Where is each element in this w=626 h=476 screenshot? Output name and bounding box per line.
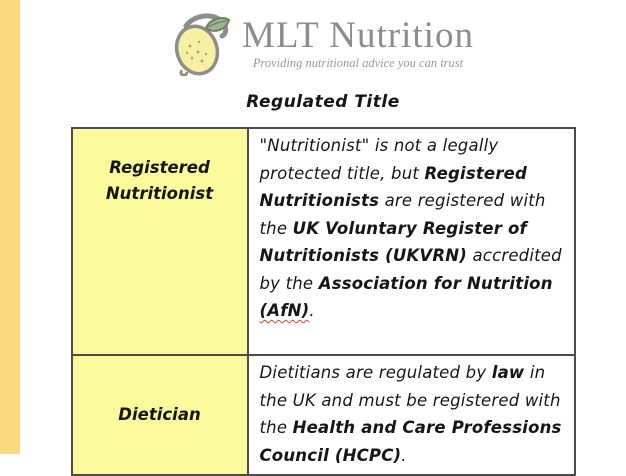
definition-text-segment: UK Voluntary Register of Nutritionists (UKVRN) (259, 218, 527, 265)
definition-text-segment: Dietitians are regulated by (259, 363, 492, 382)
definition-text-segment: Registered Nutritionists (259, 163, 528, 210)
table-row (72, 355, 575, 475)
definition-text-segment: in the UK and must be registered with the (259, 363, 561, 437)
definition-text-segment: . (401, 445, 407, 465)
definition-text-segment: are registered with the (259, 191, 546, 238)
definition-text-segment: (AfN) (259, 301, 310, 320)
definition-cell-registered-nutritionist (248, 128, 575, 355)
definition-cell-dietician (248, 355, 575, 475)
term-cell-dietician: Dietician (72, 355, 248, 475)
page-title: Regulated Title (246, 92, 400, 112)
logo (20, 0, 626, 76)
definition-text-segment: Health and Care Professions Council (HCPC) (259, 418, 562, 465)
lemon-logo-icon (172, 12, 230, 76)
logo-text (242, 14, 474, 72)
definition-text-segment: Association for Nutrition (318, 273, 553, 293)
definition-text-segment: law (491, 363, 525, 382)
lemon-tip (181, 70, 187, 75)
brand-tagline: Providing nutritional advice you can trust (252, 56, 464, 71)
table-row (72, 128, 575, 355)
definition-text-segment: accredited by the (259, 246, 562, 293)
definition-text-segment: "Nutritionist" is not a legally protected title, but (259, 136, 499, 183)
brand-title: MLT Nutrition (242, 14, 474, 56)
regulated-title-table (71, 127, 576, 476)
document-page (20, 0, 626, 465)
definition-text-segment: . (309, 301, 315, 320)
page-edge-stripe (0, 0, 20, 454)
term-cell-registered-nutritionist: Registered Nutritionist (72, 128, 248, 355)
